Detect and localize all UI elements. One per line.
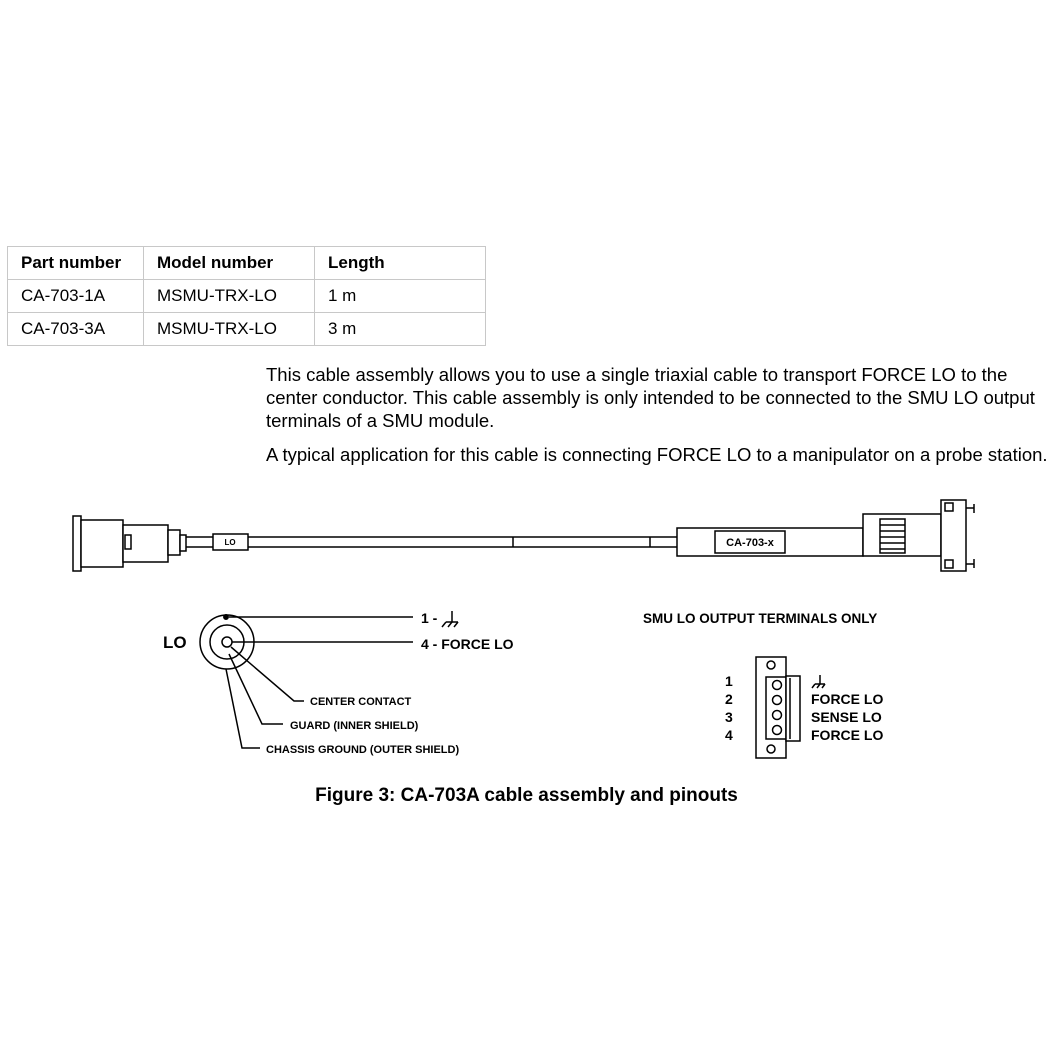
header-length: Length: [315, 247, 486, 280]
figure-caption: Figure 3: CA-703A cable assembly and pinouts: [315, 785, 738, 806]
cell-model-number: MSMU-TRX-LO: [144, 313, 315, 346]
triax-lo-label: LO: [163, 633, 187, 652]
center-contact-label: CENTER CONTACT: [310, 696, 412, 708]
cell-part-number: CA-703-3A: [8, 313, 144, 346]
description-paragraph: This cable assembly allows you to use a single triaxial cable to transport FORCE LO to the center conductor. This cable assembly is only intended to be connected to the SMU LO output terminals of a SMU module.: [266, 364, 1035, 431]
terminal-signal: FORCE LO: [811, 727, 884, 743]
cable: [186, 537, 677, 547]
cell-model-number: MSMU-TRX-LO: [144, 280, 315, 313]
terminal-signal: SENSE LO: [811, 709, 882, 725]
cell-part-number: CA-703-1A: [8, 280, 144, 313]
terminal-title: SMU LO OUTPUT TERMINALS ONLY: [643, 611, 878, 626]
terminal-number: 1: [725, 673, 733, 689]
cell-length: 3 m: [315, 313, 486, 346]
cell-length: 1 m: [315, 280, 486, 313]
pin1-label: 1 -: [421, 610, 438, 626]
terminal-block: [756, 657, 800, 758]
header-model-number: Model number: [144, 247, 315, 280]
guard-label: GUARD (INNER SHIELD): [290, 720, 419, 732]
terminal-number: 3: [725, 709, 733, 725]
pin4-label: 4 - FORCE LO: [421, 636, 514, 652]
header-part-number: Part number: [8, 247, 144, 280]
chassis-ground-label: CHASSIS GROUND (OUTER SHIELD): [266, 744, 460, 756]
application-paragraph: A typical application for this cable is connecting FORCE LO to a manipulator on a probe station.: [266, 444, 1048, 465]
ground-icon: [812, 675, 825, 688]
terminal-number: 4: [725, 727, 733, 743]
ground-icon: [442, 611, 458, 627]
triax-connector: [73, 516, 186, 571]
terminal-signal: FORCE LO: [811, 691, 884, 707]
cable-tag-label: CA-703-x: [726, 537, 774, 549]
lo-band-label: LO: [224, 538, 236, 547]
terminal-plug: [863, 500, 974, 571]
terminal-number: 2: [725, 691, 733, 707]
